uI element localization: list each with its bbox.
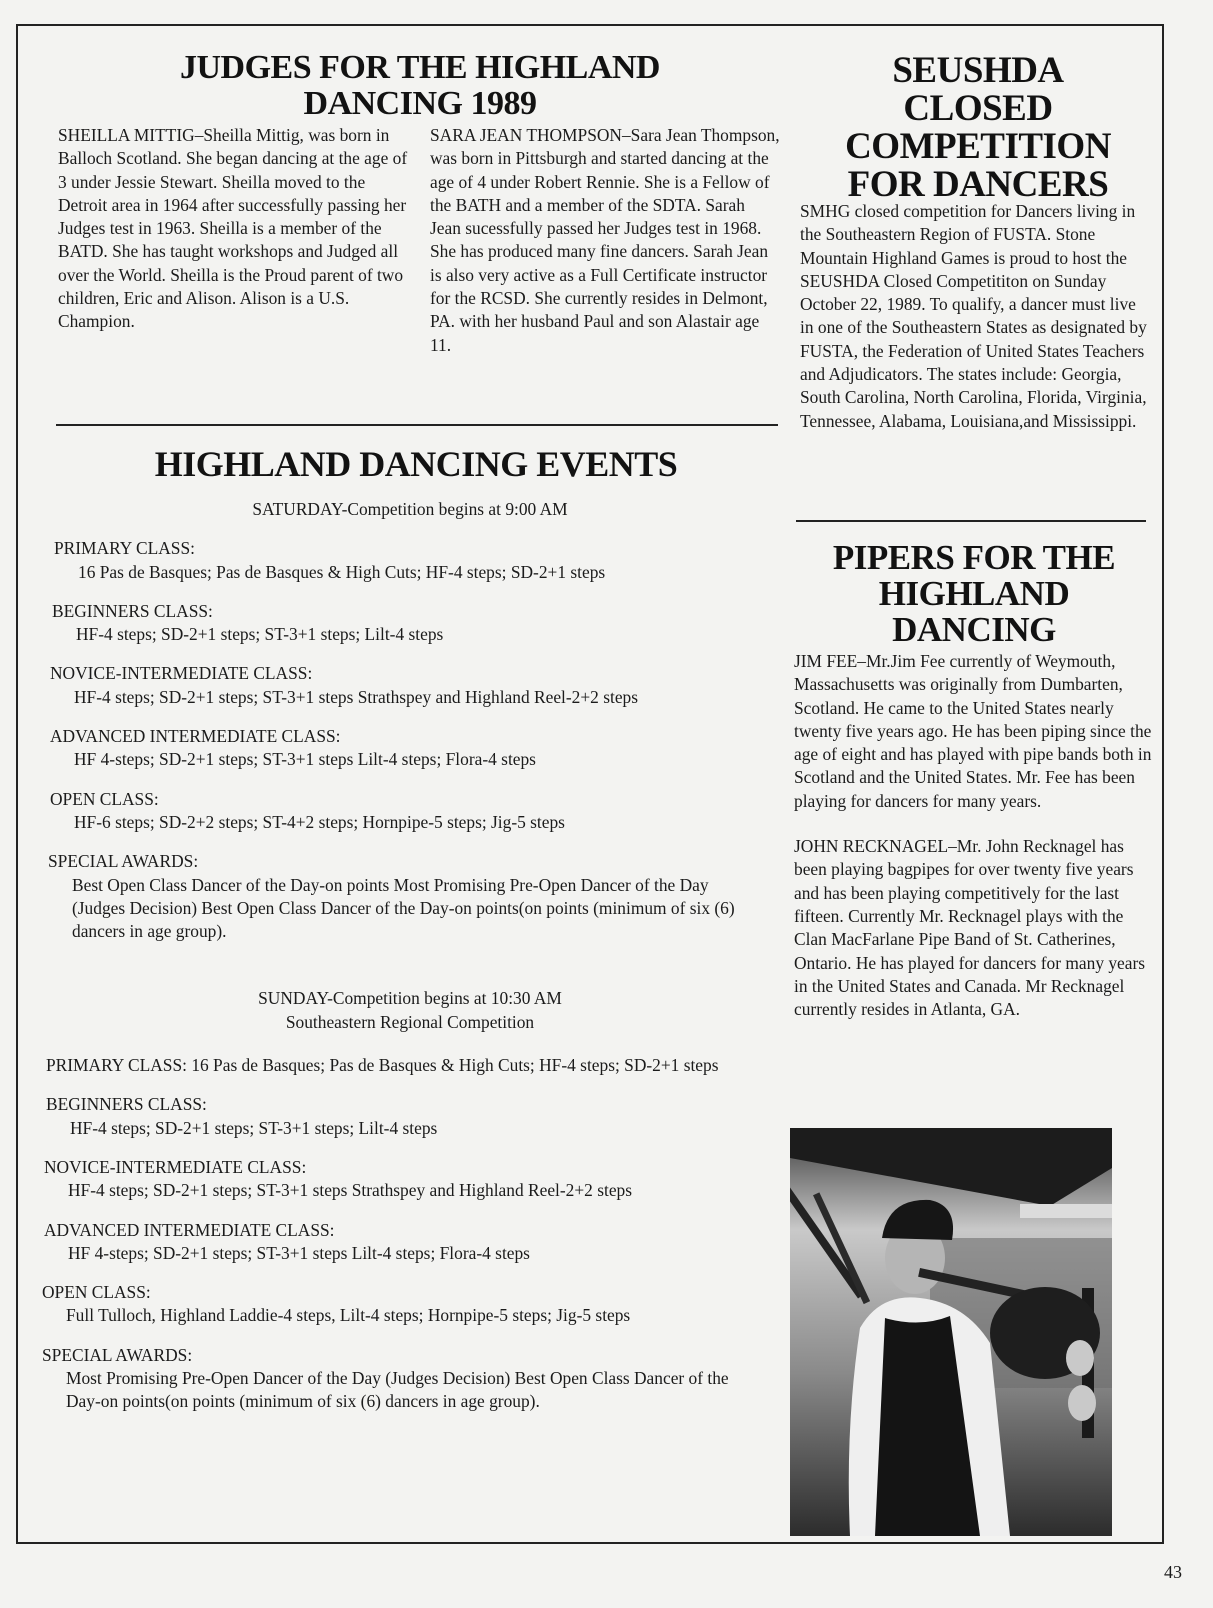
event-item bbox=[40, 600, 780, 647]
pipers-bios bbox=[794, 650, 1154, 1021]
judge-bio-mittig-text: SHEILLA MITTIG–Sheilla Mittig, was born in Balloch Scotland. She began dancing at the age of 3 under Jessie Stewart. Sheilla moved to the Detroit area in 1964 after successfully passing her Judges test in 1963. Sheilla is a member of the BATD. She has taught workshops and Judged all over the World. Sheilla is the Proud parent of two children, Eric and Alison. Alison is a U.S. Champion. bbox=[58, 125, 408, 332]
sunday-heading: SUNDAY-Competition begins at 10:30 AM bbox=[258, 988, 562, 1009]
spacer bbox=[40, 943, 780, 987]
seushda-title-line: FOR DANCERS bbox=[847, 164, 1109, 205]
pipers-title-line: PIPERS FOR THE bbox=[832, 538, 1116, 577]
event-class: OPEN CLASS: bbox=[42, 1282, 151, 1303]
piper-bio-recknagel: JOHN RECKNAGEL–Mr. John Recknagel has been playing bagpipes for over twenty five years and has been playing competitively for the last fifteen. Currently Mr. Recknagel plays with the Clan MacFarlane Pipe Band of St. Catherines, Ontario. He has played for dancers for many years in the United States and Canada. Mr Recknagel currently resides in Atlanta, GA. bbox=[794, 836, 1146, 1020]
seushda-title-line: SEUSHDA bbox=[892, 50, 1064, 91]
piper-bio-fee: JIM FEE–Mr.Jim Fee currently of Weymouth, Massachusetts was originally from Dumbarten, Scotland. He came to the United States nearly twenty five years ago. He has been piping since the age of eight and has played with pipe bands both in Scotland and the United States. Mr. Fee has been playing for dancers for many years. bbox=[794, 651, 1152, 811]
events-list bbox=[40, 498, 780, 1414]
event-class: NOVICE-INTERMEDIATE CLASS: bbox=[44, 1156, 307, 1177]
event-steps: HF-6 steps; SD-2+2 steps; ST-4+2 steps; Hornpipe-5 steps; Jig-5 steps bbox=[74, 811, 565, 832]
event-steps: Most Promising Pre-Open Dancer of the Day (Judges Decision) Best Open Class Dancer of the Day-on points(on points (minimum of six (6) dancers in age group). bbox=[66, 1368, 729, 1412]
event-steps: HF 4-steps; SD-2+1 steps; ST-3+1 steps Lilt-4 steps; Flora-4 steps bbox=[74, 749, 536, 770]
event-steps: 16 Pas de Basques; Pas de Basques & High Cuts; HF-4 steps; SD-2+1 steps bbox=[78, 561, 606, 582]
event-item bbox=[40, 537, 780, 584]
event-class: ADVANCED INTERMEDIATE CLASS: bbox=[44, 1219, 335, 1240]
event-item bbox=[40, 1281, 780, 1328]
judges-title bbox=[60, 50, 780, 122]
event-class: ADVANCED INTERMEDIATE CLASS: bbox=[50, 726, 341, 747]
event-item bbox=[40, 1219, 780, 1266]
seushda-description bbox=[800, 200, 1150, 433]
event-item bbox=[40, 662, 780, 709]
event-steps: HF 4-steps; SD-2+1 steps; ST-3+1 steps Lilt-4 steps; Flora-4 steps bbox=[68, 1242, 530, 1263]
judges-title-line2: DANCING 1989 bbox=[303, 85, 537, 122]
event-steps: HF-4 steps; SD-2+1 steps; ST-3+1 steps Strathspey and Highland Reel-2+2 steps bbox=[68, 1180, 632, 1201]
bagpiper-photo bbox=[790, 1128, 1112, 1536]
seushda-description-text: SMHG closed competition for Dancers living in the Southeastern Region of FUSTA. Stone Mountain Highland Games is proud to host the SEUSHDA Closed Competititon on Sunday October 22, 1989. To qualify, a dancer must live in one of the Southeastern States as designated by FUSTA, the Federation of United States Teachers and Adjudicators. The states include: Georgia, South Carolina, North Carolina, Florida, Virginia, Tennessee, Alabama, Louisiana,and Mississippi. bbox=[800, 201, 1147, 431]
judge-bio-thompson-text: SARA JEAN THOMPSON–Sara Jean Thompson, was born in Pittsburgh and started dancing at the age of 4 under Robert Rennie. She is a Fellow of the BATH and a member of the SDTA. Sarah Jean sucessfully passed her Judges test in 1968. She has produced many fine dancers. Sarah Jean is also very active as a Full Certificate instructor for the RCSD. She currently resides in Delmont, PA. with her husband Paul and son Alastair age 11. bbox=[430, 125, 780, 355]
event-item bbox=[40, 850, 780, 943]
event-item bbox=[40, 1344, 780, 1414]
seushda-title-line: COMPETITION bbox=[845, 126, 1111, 167]
seushda-title-line: CLOSED bbox=[903, 88, 1053, 129]
sunday-subheading: Southeastern Regional Competition bbox=[285, 1011, 535, 1032]
page-number: 43 bbox=[1164, 1562, 1182, 1582]
saturday-heading: SATURDAY-Competition begins at 9:00 AM bbox=[252, 499, 568, 519]
seushda-title bbox=[806, 52, 1150, 204]
event-class: NOVICE-INTERMEDIATE CLASS: bbox=[50, 663, 313, 684]
judges-title-line1: JUDGES FOR THE HIGHLAND bbox=[179, 49, 660, 86]
event-class: BEGINNERS CLASS: bbox=[46, 1094, 207, 1115]
pipers-title-line: HIGHLAND bbox=[878, 574, 1070, 613]
event-item bbox=[40, 725, 780, 772]
event-steps: Full Tulloch, Highland Laddie-4 steps, Lilt-4 steps; Hornpipe-5 steps; Jig-5 steps bbox=[66, 1305, 631, 1326]
event-steps: Best Open Class Dancer of the Day-on points Most Promising Pre-Open Dancer of the Day (Judges Decision) Best Open Class Dancer of the Day-on points(on points (minimum of six (6) dancers in age group). bbox=[72, 874, 735, 942]
event-steps: 16 Pas de Basques; Pas de Basques & High Cuts; HF-4 steps; SD-2+1 steps bbox=[191, 1055, 719, 1076]
event-class: BEGINNERS CLASS: bbox=[52, 600, 213, 621]
judge-bio-mittig bbox=[58, 124, 410, 334]
event-item bbox=[40, 1054, 780, 1077]
event-item bbox=[40, 1156, 780, 1203]
event-class: PRIMARY CLASS: bbox=[54, 538, 195, 559]
event-item bbox=[40, 1093, 780, 1140]
event-steps: HF-4 steps; SD-2+1 steps; ST-3+1 steps Strathspey and Highland Reel-2+2 steps bbox=[74, 686, 638, 707]
event-class: SPECIAL AWARDS: bbox=[48, 851, 199, 872]
event-item bbox=[40, 788, 780, 835]
judge-bio-thompson bbox=[430, 124, 780, 357]
pipers-title bbox=[798, 540, 1150, 648]
event-class: SPECIAL AWARDS: bbox=[42, 1344, 193, 1365]
event-class: PRIMARY CLASS: bbox=[46, 1055, 187, 1076]
right-divider bbox=[796, 520, 1146, 522]
event-steps: HF-4 steps; SD-2+1 steps; ST-3+1 steps; Lilt-4 steps bbox=[70, 1117, 438, 1138]
event-class: OPEN CLASS: bbox=[50, 788, 159, 809]
pipers-title-line: DANCING bbox=[892, 610, 1056, 649]
events-title: HIGHLAND DANCING EVENTS bbox=[154, 444, 678, 484]
left-divider bbox=[56, 424, 778, 426]
event-steps: HF-4 steps; SD-2+1 steps; ST-3+1 steps; Lilt-4 steps bbox=[76, 624, 444, 645]
